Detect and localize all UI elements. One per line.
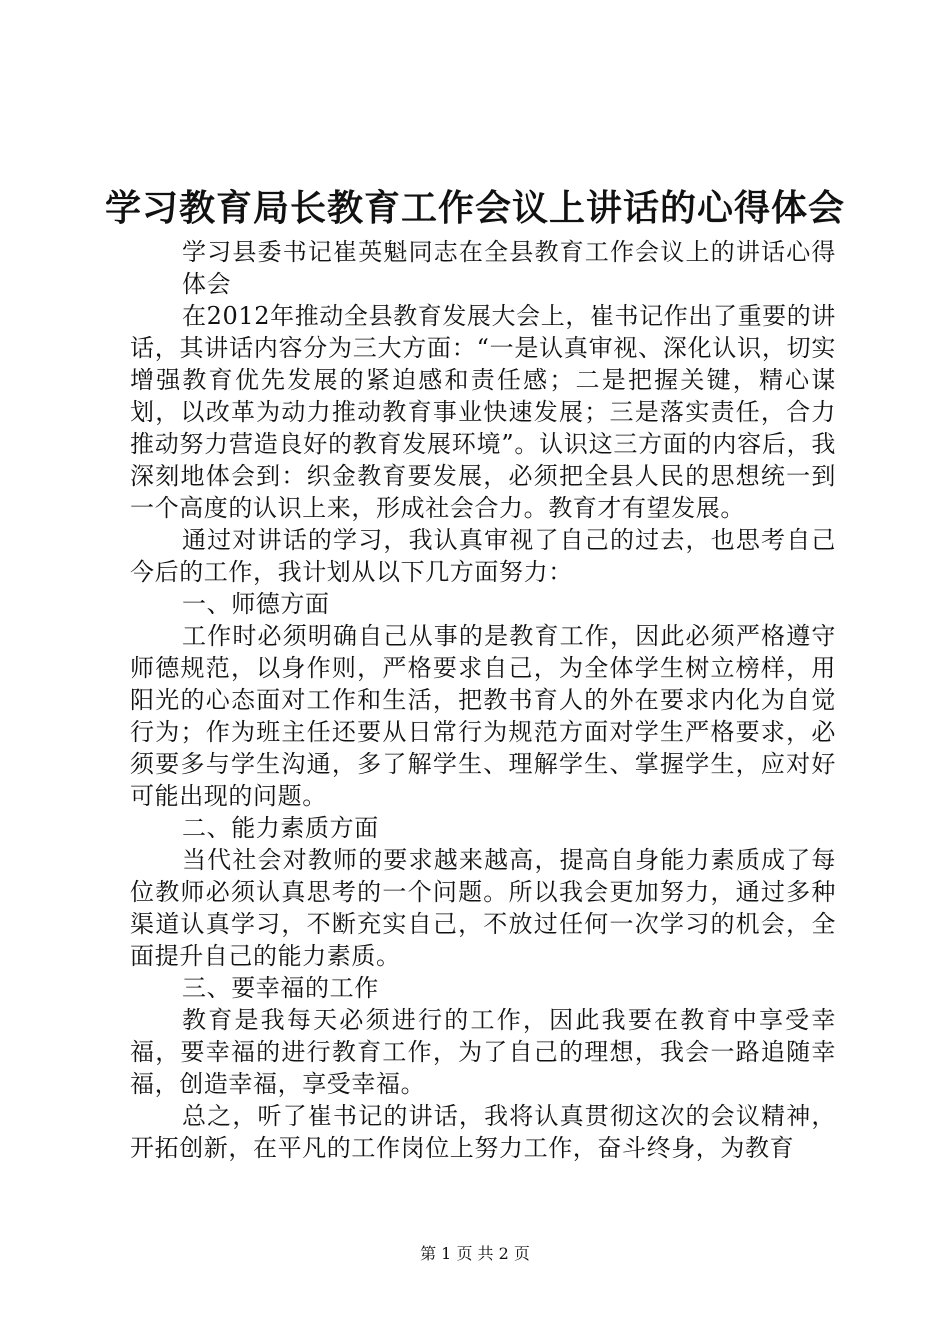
paragraph: 通过对讲话的学习，我认真审视了自己的过去，也思考自己今后的工作，我计划从以下几方面努力： [130, 526, 836, 586]
section-heading: 三、要幸福的工作 [182, 974, 379, 1002]
paragraph: 教育是我每天必须进行的工作，因此我要在教育中享受幸福，要幸福的进行教育工作，为了自己的理想，我会一路追随幸福，创造幸福，享受幸福。 [130, 1006, 836, 1098]
section-heading: 一、师德方面 [182, 590, 330, 618]
document-title: 学习教育局长教育工作会议上讲话的心得体会 [104, 187, 845, 229]
paragraph: 当代社会对教师的要求越来越高，提高自身能力素质成了每位教师必须认真思考的一个问题。所以我会更加努力，通过多种渠道认真学习，不断充实自己，不放过任何一次学习的机会，全面提升自己的能力素质。 [130, 846, 836, 970]
document-body [130, 236, 836, 1164]
page-number-footer: 第 1 页 共 2 页 [420, 1244, 530, 1263]
paragraph: 工作时必须明确自己从事的是教育工作，因此必须严格遵守师德规范，以身作则，严格要求自己，为全体学生树立榜样，用阳光的心态面对工作和生活，把教书育人的外在要求内化为自觉行为；作为班主任还要从日常行为规范方面对学生严格要求，必须要多与学生沟通，多了解学生、理解学生、掌握学生，应对好可能出现的问题。 [130, 622, 836, 810]
paragraph: 在2012年推动全县教育发展大会上，崔书记作出了重要的讲话，其讲话内容分为三大方面：“一是认真审视、深化认识，切实增强教育优先发展的紧迫感和责任感；二是把握关键，精心谋划，以改革为动力推动教育事业快速发展；三是落实责任，合力推动努力营造良好的教育发展环境”。认识这三方面的内容后，我深刻地体会到：织金教育要发展，必须把全县人民的思想统一到一个高度的认识上来，形成社会合力。教育才有望发展。 [130, 302, 836, 522]
section-heading: 二、能力素质方面 [182, 814, 379, 842]
document-subtitle: 学习县委书记崔英魁同志在全县教育工作会议上的讲话心得体会 [182, 238, 836, 298]
paragraph: 总之，听了崔书记的讲话，我将认真贯彻这次的会议精神，开拓创新，在平凡的工作岗位上努力工作，奋斗终身，为教育 [130, 1102, 836, 1162]
